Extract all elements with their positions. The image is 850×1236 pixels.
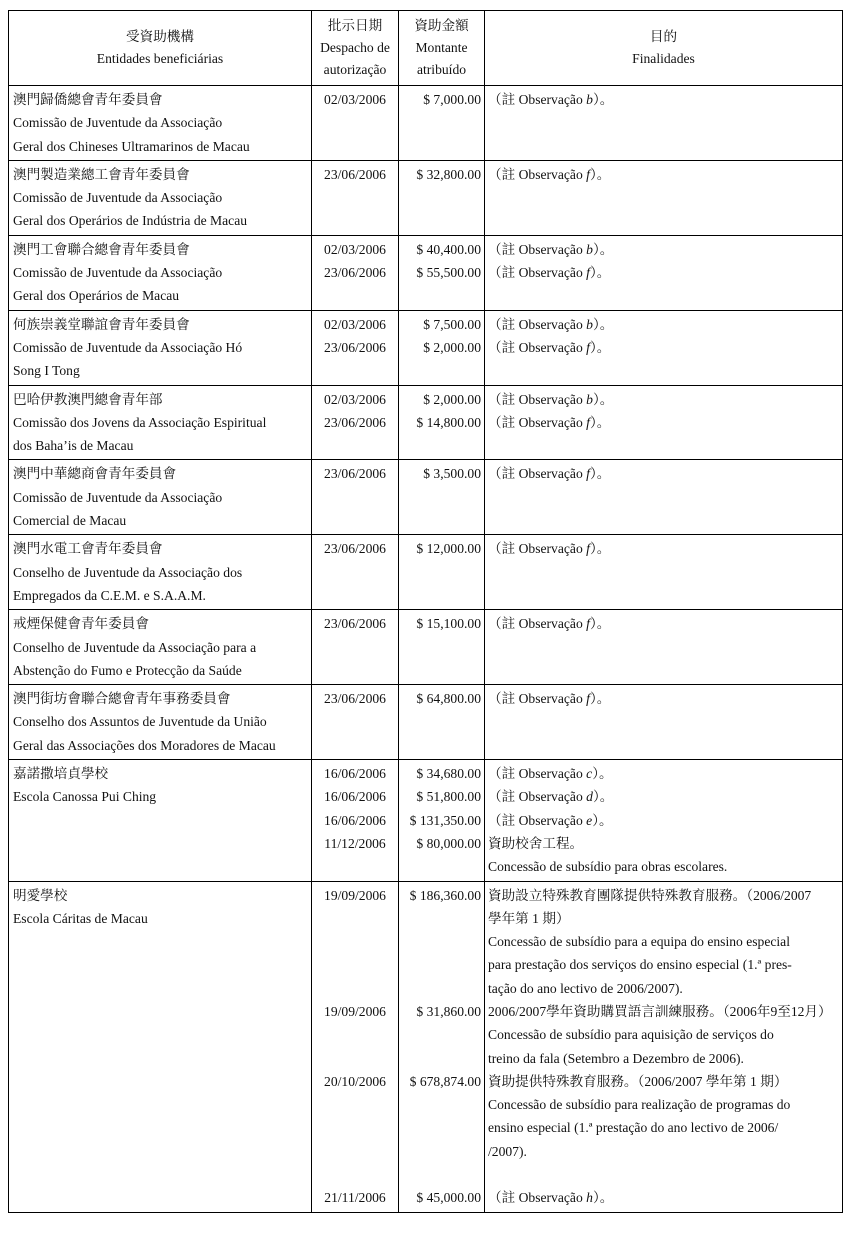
note-open: （註	[488, 541, 519, 557]
note-word: Observação	[518, 812, 587, 828]
note-word: Observação	[518, 316, 587, 332]
purpose-cell	[485, 235, 843, 310]
entity-cell	[9, 310, 312, 385]
purpose-text: 資助設立特殊教育團隊提供特殊教育服務。（2006/2007	[488, 887, 812, 903]
subsidy-amount: $ 3,500.00	[423, 466, 481, 482]
amount-cell	[399, 160, 485, 235]
observation-note	[488, 163, 840, 186]
purpose-cell	[485, 385, 843, 460]
note-close: ）。	[589, 691, 611, 707]
note-close: ）。	[592, 1190, 614, 1206]
note-word: Observação	[518, 414, 587, 430]
authorization-date: 19/09/2006	[324, 887, 386, 903]
observation-note	[488, 462, 840, 485]
header-date: 批示日期 Despacho de autorização	[312, 11, 399, 86]
note-close: ）。	[592, 241, 614, 257]
authorization-date: 20/10/2006	[324, 1073, 386, 1089]
purpose-text: 2006/2007學年資助購買語言訓練服務。（2006年9至12月）	[488, 1003, 832, 1019]
authorization-date: 02/03/2006	[324, 391, 386, 407]
purpose-cell	[485, 86, 843, 161]
authorization-date: 02/03/2006	[324, 316, 386, 332]
note-open: （註	[488, 789, 519, 805]
entity-name-pt: Comissão de Juventude da Associação	[13, 489, 223, 505]
note-close: ）。	[589, 541, 611, 557]
date-cell	[312, 235, 399, 310]
subsidy-amount: $ 64,800.00	[416, 691, 481, 707]
authorization-date: 23/06/2006	[324, 166, 386, 182]
observation-note	[488, 762, 840, 785]
subsidy-amount: $ 31,860.00	[416, 1003, 481, 1019]
date-cell	[312, 160, 399, 235]
note-letter: f	[586, 466, 590, 482]
authorization-date: 11/12/2006	[324, 835, 386, 851]
authorization-date: 23/06/2006	[324, 541, 386, 557]
note-letter: f	[586, 166, 590, 182]
purpose-text: tação do ano lectivo de 2006/2007).	[488, 980, 683, 996]
entity-name-zh: 澳門中華總商會青年委員會	[13, 466, 177, 482]
document-page	[8, 10, 842, 1213]
subsidy-amount: $ 12,000.00	[416, 541, 481, 557]
date-cell	[312, 385, 399, 460]
observation-note	[488, 785, 840, 808]
amount-cell	[399, 86, 485, 161]
purpose-cell	[485, 535, 843, 610]
subsidy-amount: $ 40,400.00	[416, 241, 481, 257]
entity-name-pt: Comissão de Juventude da Associação	[13, 115, 223, 131]
table-row	[9, 160, 843, 235]
note-open: （註	[488, 339, 519, 355]
subsidy-amount: $ 186,360.00	[409, 887, 481, 903]
note-word: Observação	[518, 766, 587, 782]
note-letter: b	[586, 241, 593, 257]
purpose-cell	[485, 610, 843, 685]
authorization-date: 21/11/2006	[324, 1190, 386, 1206]
observation-note	[488, 313, 840, 336]
observation-note	[488, 612, 840, 635]
purpose-cell	[485, 460, 843, 535]
subsidy-amount: $ 2,000.00	[423, 391, 481, 407]
note-letter: f	[586, 265, 590, 281]
table-row	[9, 881, 843, 1212]
amount-cell	[399, 535, 485, 610]
note-word: Observação	[518, 265, 587, 281]
table-row	[9, 460, 843, 535]
date-cell	[312, 685, 399, 760]
table-row	[9, 535, 843, 610]
purpose-text: para prestação dos serviços do ensino especial (1.ª pres-	[488, 957, 792, 973]
purpose-cell	[485, 685, 843, 760]
note-close: ）。	[592, 789, 614, 805]
note-close: ）。	[592, 391, 614, 407]
note-word: Observação	[518, 92, 587, 107]
purpose-cell	[485, 160, 843, 235]
date-cell	[312, 535, 399, 610]
entity-name-pt: Geral das Associações dos Moradores de Macau	[13, 737, 276, 753]
note-letter: e	[586, 812, 593, 828]
purpose-text: Concessão de subsídio para aquisição de serviços do	[488, 1027, 774, 1043]
purpose-text: treino da fala (Setembro a Dezembro de 2006).	[488, 1050, 744, 1066]
note-word: Observação	[518, 616, 587, 632]
note-word: Observação	[518, 1190, 587, 1206]
purpose-text: Concessão de subsídio para a equipa do ensino especial	[488, 934, 790, 950]
note-letter: f	[586, 691, 590, 707]
note-letter: f	[586, 616, 590, 632]
subsidy-amount: $ 15,100.00	[416, 616, 481, 632]
date-cell	[312, 460, 399, 535]
purpose-text: 資助校舍工程。	[488, 835, 584, 851]
note-word: Observação	[518, 466, 587, 482]
note-open: （註	[488, 691, 519, 707]
header-amount: 資助金額 Montante atribuído	[399, 11, 485, 86]
authorization-date: 19/09/2006	[324, 1003, 386, 1019]
entity-name-zh: 澳門歸僑總會青年委員會	[13, 92, 163, 107]
amount-cell	[399, 610, 485, 685]
note-close: ）。	[589, 339, 611, 355]
authorization-date: 16/06/2006	[324, 766, 386, 782]
note-open: （註	[488, 466, 519, 482]
table-row	[9, 385, 843, 460]
observation-note	[488, 261, 840, 284]
note-word: Observação	[518, 789, 587, 805]
note-word: Observação	[518, 391, 587, 407]
entity-name-pt: Comissão dos Jovens da Associação Espiritual	[13, 414, 267, 430]
note-letter: h	[586, 1190, 593, 1206]
amount-cell	[399, 460, 485, 535]
entity-cell	[9, 86, 312, 161]
purpose-text: ensino especial (1.ª prestação do ano lectivo de 2006/	[488, 1120, 779, 1136]
observation-note	[488, 88, 840, 111]
note-close: ）。	[592, 812, 613, 828]
note-letter: d	[586, 789, 593, 805]
header-entity: 受資助機構 Entidades beneficiárias	[9, 11, 312, 86]
subsidy-amount: $ 2,000.00	[423, 339, 481, 355]
subsidy-amount: $ 45,000.00	[416, 1190, 481, 1206]
subsidy-amount: $ 34,680.00	[416, 766, 481, 782]
note-letter: b	[586, 92, 593, 107]
date-cell	[312, 881, 399, 1212]
table-row	[9, 685, 843, 760]
entity-name-pt: Conselho de Juventude da Associação para a	[13, 639, 257, 655]
authorization-date: 23/06/2006	[324, 466, 386, 482]
note-open: （註	[488, 1190, 519, 1206]
entity-name-zh: 巴哈伊教澳門總會青年部	[13, 391, 163, 407]
entity-name-zh: 明愛學校	[13, 887, 68, 903]
purpose-cell	[485, 310, 843, 385]
entity-cell	[9, 460, 312, 535]
entity-name-pt: Conselho de Juventude da Associação dos	[13, 564, 243, 580]
note-word: Observação	[518, 339, 587, 355]
entity-name-zh: 澳門工會聯合總會青年委員會	[13, 241, 190, 257]
subsidy-amount: $ 131,350.00	[409, 812, 481, 828]
authorization-date: 23/06/2006	[324, 265, 386, 281]
authorization-date: 23/06/2006	[324, 691, 386, 707]
note-open: （註	[488, 766, 519, 782]
subsidy-amount: $ 32,800.00	[416, 166, 481, 182]
purpose-text: Concessão de subsídio para obras escolares.	[488, 859, 728, 875]
date-cell	[312, 86, 399, 161]
note-close: ）。	[589, 616, 611, 632]
note-close: ）。	[589, 466, 611, 482]
entity-cell	[9, 881, 312, 1212]
observation-note	[488, 336, 840, 359]
subsidy-amount: $ 51,800.00	[416, 789, 481, 805]
table-row	[9, 86, 843, 161]
header-purpose: 目的 Finalidades	[485, 11, 843, 86]
subsidy-table	[8, 10, 843, 1213]
table-row	[9, 610, 843, 685]
table-header-row	[9, 11, 843, 86]
authorization-date: 16/06/2006	[324, 789, 386, 805]
amount-cell	[399, 385, 485, 460]
note-letter: f	[586, 414, 590, 430]
note-close: ）。	[589, 414, 611, 430]
entity-name-pt: Comissão de Juventude da Associação	[13, 265, 223, 281]
note-letter: b	[586, 391, 593, 407]
entity-name-zh: 何族崇義堂聯誼會青年委員會	[13, 316, 190, 332]
purpose-cell	[485, 881, 843, 1212]
note-open: （註	[488, 265, 519, 281]
note-word: Observação	[518, 166, 587, 182]
note-letter: b	[586, 316, 593, 332]
authorization-date: 16/06/2006	[324, 812, 386, 828]
entity-name-zh: 澳門製造業總工會青年委員會	[13, 166, 190, 182]
authorization-date: 23/06/2006	[324, 414, 386, 430]
entity-name-pt: Song I Tong	[13, 363, 80, 379]
note-letter: f	[586, 541, 590, 557]
purpose-text: 資助提供特殊教育服務。（2006/2007 學年第 1 期）	[488, 1073, 788, 1089]
purpose-text: 學年第 1 期）	[488, 910, 570, 926]
subsidy-amount: $ 7,000.00	[423, 92, 481, 107]
entity-name-pt: Abstenção do Fumo e Protecção da Saúde	[13, 662, 242, 678]
entity-name-zh: 澳門水電工會青年委員會	[13, 541, 163, 557]
note-close: ）。	[589, 166, 611, 182]
amount-cell	[399, 685, 485, 760]
observation-note	[488, 537, 840, 560]
observation-note	[488, 809, 840, 832]
date-cell	[312, 760, 399, 881]
entity-cell	[9, 685, 312, 760]
note-letter: c	[586, 766, 593, 782]
note-open: （註	[488, 391, 519, 407]
note-open: （註	[488, 92, 519, 107]
subsidy-amount: $ 678,874.00	[409, 1073, 481, 1089]
subsidy-amount: $ 80,000.00	[416, 835, 481, 851]
entity-name-pt: Escola Cáritas de Macau	[13, 910, 148, 926]
note-letter: f	[586, 339, 590, 355]
note-word: Observação	[518, 241, 587, 257]
amount-cell	[399, 235, 485, 310]
purpose-text: Concessão de subsídio para realização de programas do	[488, 1097, 791, 1113]
authorization-date: 02/03/2006	[324, 241, 386, 257]
authorization-date: 23/06/2006	[324, 339, 386, 355]
authorization-date: 02/03/2006	[324, 92, 386, 107]
note-open: （註	[488, 414, 519, 430]
entity-name-zh: 戒煙保健會青年委員會	[13, 616, 149, 632]
amount-cell	[399, 760, 485, 881]
entity-cell	[9, 235, 312, 310]
note-open: （註	[488, 166, 519, 182]
note-close: ）。	[589, 265, 611, 281]
entity-cell	[9, 610, 312, 685]
note-word: Observação	[518, 541, 587, 557]
note-open: （註	[488, 316, 519, 332]
date-cell	[312, 610, 399, 685]
entity-name-pt: Comissão de Juventude da Associação Hó	[13, 339, 243, 355]
observation-note	[488, 388, 840, 411]
observation-note	[488, 687, 840, 710]
subsidy-amount: $ 7,500.00	[423, 316, 481, 332]
entity-name-pt: Comissão de Juventude da Associação	[13, 190, 223, 206]
note-open: （註	[488, 241, 519, 257]
entity-name-pt: Geral dos Operários de Macau	[13, 288, 180, 304]
entity-cell	[9, 535, 312, 610]
entity-name-pt: Geral dos Chineses Ultramarinos de Macau	[13, 138, 250, 154]
entity-cell	[9, 760, 312, 881]
entity-name-zh: 澳門街坊會聯合總會青年事務委員會	[13, 691, 231, 707]
entity-name-pt: Escola Canossa Pui Ching	[13, 789, 157, 805]
observation-note	[488, 1186, 840, 1209]
entity-name-pt: Conselho dos Assuntos de Juventude da União	[13, 714, 267, 730]
note-close: ）。	[592, 766, 613, 782]
table-body	[9, 86, 843, 1213]
amount-cell	[399, 881, 485, 1212]
note-close: ）。	[592, 92, 614, 107]
purpose-text: /2007).	[488, 1143, 527, 1159]
observation-note	[488, 411, 840, 434]
note-open: （註	[488, 616, 519, 632]
note-word: Observação	[518, 691, 587, 707]
entity-name-pt: dos Baha’is de Macau	[13, 438, 134, 454]
entity-name-pt: Geral dos Operários de Indústria de Macau	[13, 213, 248, 229]
date-cell	[312, 310, 399, 385]
observation-note	[488, 238, 840, 261]
subsidy-amount: $ 14,800.00	[416, 414, 481, 430]
entity-cell	[9, 385, 312, 460]
table-row	[9, 310, 843, 385]
purpose-cell	[485, 760, 843, 881]
subsidy-amount: $ 55,500.00	[416, 265, 481, 281]
table-row	[9, 760, 843, 881]
table-row	[9, 235, 843, 310]
entity-name-zh: 嘉諾撒培貞學校	[13, 766, 109, 782]
entity-cell	[9, 160, 312, 235]
note-close: ）。	[592, 316, 614, 332]
authorization-date: 23/06/2006	[324, 616, 386, 632]
entity-name-pt: Empregados da C.E.M. e S.A.A.M.	[13, 587, 206, 603]
amount-cell	[399, 310, 485, 385]
note-open: （註	[488, 812, 519, 828]
entity-name-pt: Comercial de Macau	[13, 513, 127, 529]
